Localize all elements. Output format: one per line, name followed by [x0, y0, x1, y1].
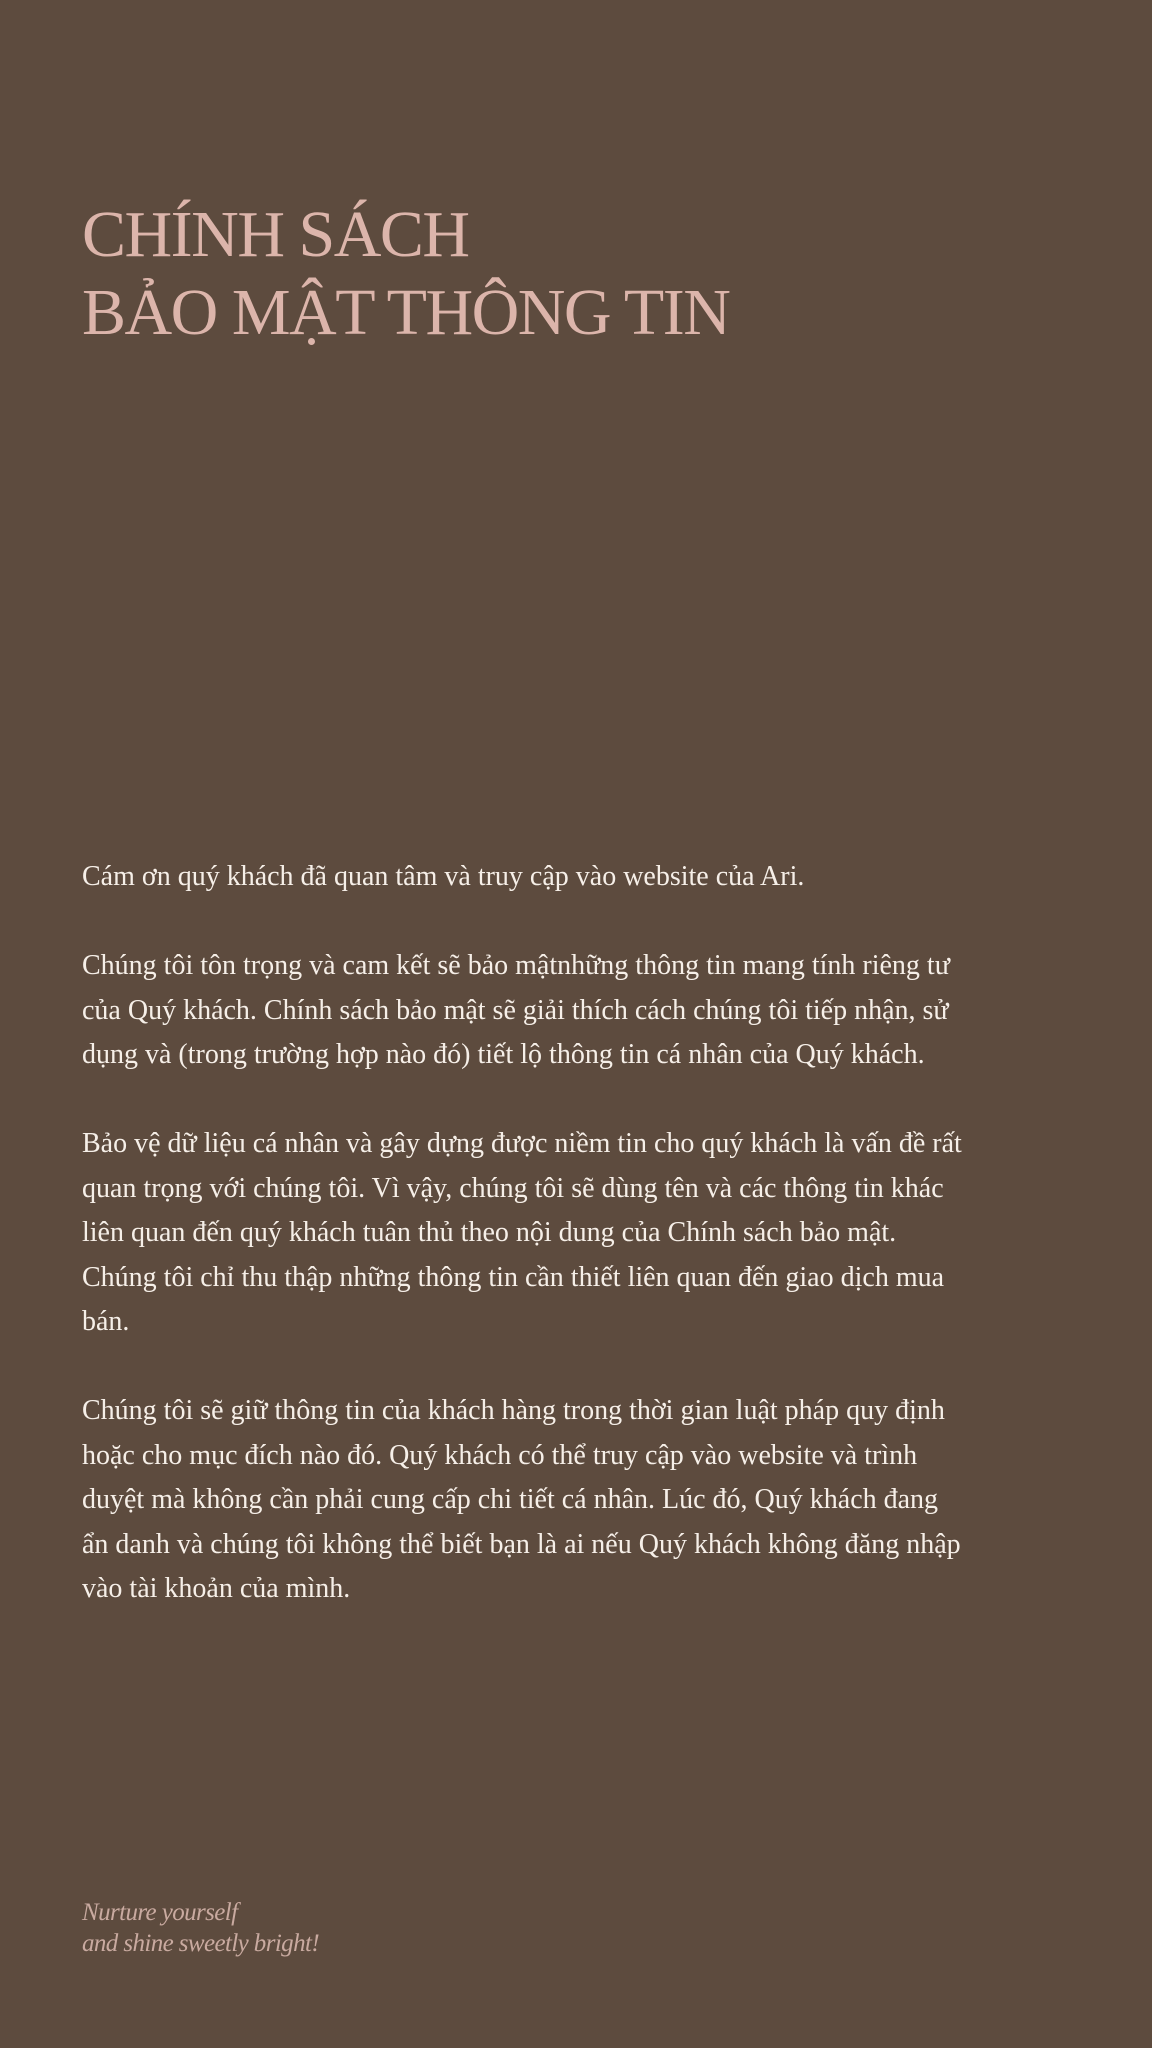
page-title-line-1: CHÍNH SÁCH — [82, 198, 469, 271]
brand-tagline — [82, 1897, 319, 1959]
page-title-line-2: BẢO MẬT THÔNG TIN — [82, 276, 730, 349]
brand-tagline-line-2: and shine sweetly bright! — [82, 1930, 320, 1957]
policy-paragraph-intro: Cám ơn quý khách đã quan tâm và truy cập vào website của Ari. — [82, 861, 805, 892]
policy-paragraph-commitment: Chúng tôi tôn trọng và cam kết sẽ bảo mậtnhững thông tin mang tính riêng tư của Quý khách. Chính sách bảo mật sẽ giải thích cách chúng tôi tiếp nhận, sử dụng và (trong trường hợp nào đó) tiết lộ thông tin cá nhân của Quý khách. — [82, 950, 950, 1070]
policy-body — [82, 855, 962, 1612]
policy-paragraph-retention: Chúng tôi sẽ giữ thông tin của khách hàng trong thời gian luật pháp quy định hoặc cho mục đích nào đó. Quý khách có thể truy cập vào website và trình duyệt mà không cần phải cung cấp chi tiết cá nhân. Lúc đó, Quý khách đang ẩn danh và chúng tôi không thể biết bạn là ai nếu Quý khách không đăng nhập vào tài khoản của mình. — [82, 1395, 961, 1604]
page-title — [82, 196, 729, 352]
policy-paragraph-data-protection: Bảo vệ dữ liệu cá nhân và gây dựng được niềm tin cho quý khách là vấn đề rất quan trọng với chúng tôi. Vì vậy, chúng tôi sẽ dùng tên và các thông tin khác liên quan đến quý khách tuân thủ theo nội dung của Chính sách bảo mật. Chúng tôi chỉ thu thập những thông tin cần thiết liên quan đến giao dịch mua bán. — [82, 1128, 962, 1337]
brand-tagline-line-1: Nurture yourself — [82, 1899, 238, 1926]
